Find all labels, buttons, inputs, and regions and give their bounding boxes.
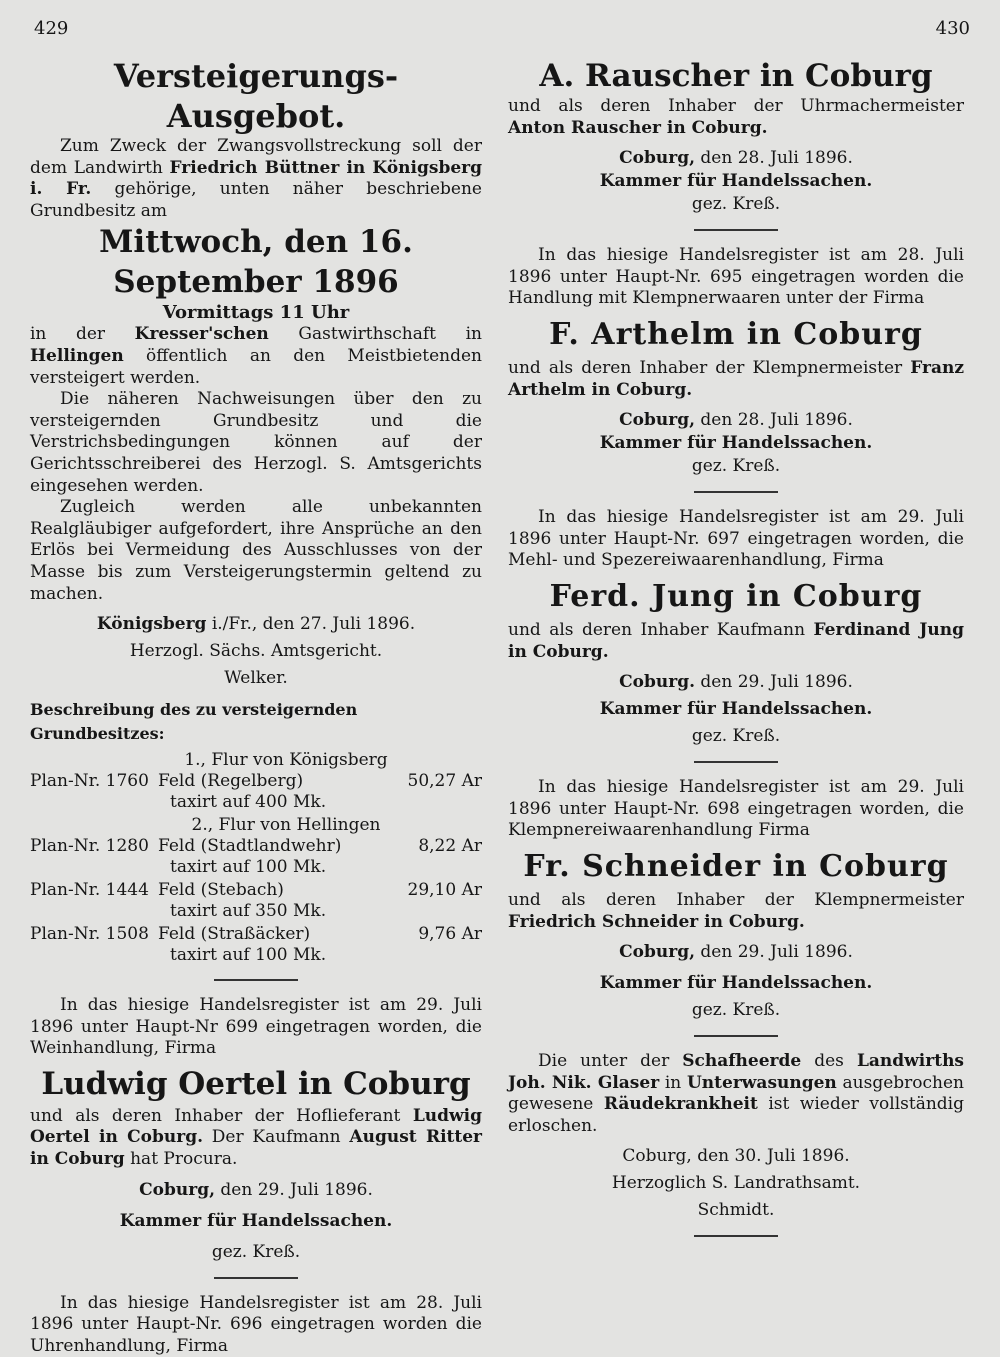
dateline-date: den 28. Juli 1896. (695, 148, 853, 169)
dateline-date: den 29. Juli 1896. (215, 1179, 373, 1200)
field-area: 29,10 Ar (407, 880, 482, 901)
debtor-name: Friedrich Büttner in Königsberg i. Fr. (30, 157, 482, 200)
procurist-name: August Ritter in Coburg (30, 1127, 483, 1170)
section-divider (694, 1035, 778, 1037)
plan-number: Plan-Nr. 1760 (30, 771, 149, 792)
property-row (30, 880, 482, 901)
owner-name: Friedrich Schneider in Coburg. (508, 911, 805, 932)
court-name: Herzogl. Sächs. Amtsgericht. (129, 641, 383, 662)
auction-date: Mittwoch, den 16. September 1896 (99, 224, 413, 301)
page-number-left: 429 (34, 18, 69, 39)
field-area: 8,22 Ar (418, 836, 482, 857)
property-row (30, 836, 482, 857)
owner-text: und als deren Inhaber der Hoflieferant (30, 1105, 413, 1126)
page-number-right: 430 (935, 18, 970, 39)
property-row (30, 924, 482, 945)
signature: gez. Kreß. (691, 194, 781, 215)
auction-dateline (30, 613, 482, 636)
auction-time: Vormittags 11 Uhr (162, 302, 350, 324)
village-name: Hellingen (30, 345, 124, 366)
owner-text: und als deren Inhaber der Uhrmachermeister (508, 96, 964, 116)
field-area: 50,27 Ar (407, 771, 482, 792)
field-area: 9,76 Ar (418, 924, 482, 945)
schneider-dateline (508, 941, 964, 964)
owner-name: Ferdinand Jung in Coburg. (508, 619, 964, 662)
notice-text: in (659, 1072, 687, 1093)
dateline-place: Coburg, (139, 1179, 216, 1200)
plan-number: Plan-Nr. 1280 (30, 836, 149, 857)
section-divider (214, 1277, 298, 1279)
section-divider (694, 491, 778, 493)
arthelm-firm-title: F. Arthelm in Coburg (549, 316, 923, 352)
chamber-name: Kammer für Handelssachen. (599, 973, 873, 994)
schneider-intro: In das hiesige Handelsregister ist am 29. Juli 1896 unter Haupt-Nr. 698 eingetragen worden, die Klempnereiwaarenhandlung Firma (508, 777, 964, 841)
chamber-name: Kammer für Handelssachen. (119, 1210, 393, 1231)
place-text-end: öffentlich an den Meistbietenden versteigert werden. (30, 345, 482, 388)
chamber-name: Kammer für Handelssachen. (599, 699, 873, 720)
auction-title: Versteigerungs-Ausgebot. (113, 57, 399, 135)
field-tax: taxirt auf 100 Mk. (170, 857, 327, 878)
property-row (30, 771, 482, 792)
jung-dateline (508, 671, 964, 694)
auction-intro (30, 136, 482, 222)
jung-firm-title: Ferd. Jung in Coburg (549, 578, 923, 614)
notice-dateline: Coburg, den 30. Juli 1896. (622, 1146, 850, 1167)
disease-notice (508, 1051, 964, 1137)
owner-name: Ludwig Oertel in Coburg. (30, 1105, 482, 1148)
flock-word: Schafheerde (682, 1051, 802, 1072)
owner-text-end: hat Procura. (124, 1149, 238, 1170)
farmer-name: Landwirths Joh. Nik. Glaser (508, 1051, 964, 1093)
dateline-place: Coburg, (619, 410, 696, 431)
intro-text: Zum Zweck der Zwangsvollstreckung soll der dem Landwirth (30, 136, 482, 178)
auction-place (30, 324, 482, 389)
oertel-firm-title: Ludwig Oertel in Coburg (41, 1065, 471, 1102)
owner-name: Anton Rauscher in Coburg. (508, 117, 768, 138)
place-text-mid: Gastwirthschaft in (268, 324, 483, 345)
oertel-dateline (30, 1179, 482, 1202)
field-name: Feld (Stebach) (158, 880, 284, 901)
signature: gez. Kreß. (691, 726, 781, 747)
section-divider (694, 761, 778, 763)
owner-text: und als deren Inhaber Kaufmann (508, 619, 814, 640)
oertel-owner (30, 1106, 482, 1171)
section-divider (214, 979, 298, 981)
dateline-date: den 28. Juli 1896. (695, 410, 853, 431)
signature: gez. Kreß. (691, 1000, 781, 1021)
dateline-date: den 29. Juli 1896. (695, 942, 853, 963)
intro-text-end: gehörige, unten näher beschriebene Grundbesitz am (30, 179, 482, 221)
dateline-place: Königsberg (96, 614, 207, 635)
field-tax: taxirt auf 100 Mk. (170, 945, 327, 966)
official-name: Schmidt. (697, 1200, 775, 1221)
owner-text: und als deren Inhaber der Klempnermeister (508, 357, 911, 378)
inn-name: Kresser'schen (134, 324, 269, 345)
notice-text: ausgebrochen gewesene (508, 1072, 964, 1115)
left-column (30, 56, 482, 1357)
schneider-firm-title: Fr. Schneider in Coburg (523, 848, 949, 884)
village-name: Unterwasungen (686, 1072, 837, 1093)
rauscher-owner (508, 96, 964, 139)
right-column (508, 56, 964, 1251)
clock-shop-intro: In das hiesige Handelsregister ist am 28. Juli 1896 unter Haupt-Nr. 696 eingetragen worden die Uhrenhandlung, Firma (30, 1292, 482, 1356)
dateline-place: Coburg, (619, 148, 696, 169)
disease-name: Räudekrankheit (603, 1094, 758, 1115)
rauscher-firm-title: A. Rauscher in Coburg (539, 58, 933, 94)
notice-text: Die unter der (538, 1051, 683, 1072)
flur-heading-1: 1., Flur von Königsberg (184, 750, 388, 771)
property-description-title: Beschreibung des zu versteigernden Grundbesitzes: (30, 700, 358, 744)
owner-name: Franz Arthelm in Coburg. (508, 357, 964, 400)
oertel-intro: In das hiesige Handelsregister ist am 29. Juli 1896 unter Haupt-Nr 699 eingetragen worden, die Weinhandlung, Firma (30, 995, 482, 1059)
field-name: Feld (Regelberg) (158, 771, 304, 792)
signature: gez. Kreß. (211, 1241, 301, 1262)
owner-text-mid: Der Kaufmann (203, 1127, 350, 1148)
jung-owner (508, 620, 964, 663)
plan-number: Plan-Nr. 1508 (30, 924, 149, 945)
chamber-name: Kammer für Handelssachen. (599, 433, 873, 454)
owner-text: und als deren Inhaber der Klempnermeister (508, 889, 964, 910)
field-name: Feld (Straßäcker) (158, 924, 311, 945)
jung-intro: In das hiesige Handelsregister ist am 29. Juli 1896 unter Haupt-Nr. 697 eingetragen worden, die Mehl- und Spezereiwaarenhandlung, Firma (508, 507, 964, 571)
dateline-date: den 29. Juli 1896. (695, 672, 853, 693)
auction-para-2: Die näheren Nachweisungen über den zu versteigernden Grundbesitz und die Verstrichsbedingungen können auf der Gerichtsschreiberei des Herzogl. S. Amtsgerichts eingesehen werden. (30, 389, 482, 496)
dateline-place: Coburg. (619, 672, 696, 693)
section-divider (694, 229, 778, 231)
flur-heading-2: 2., Flur von Hellingen (191, 815, 381, 836)
field-tax: taxirt auf 350 Mk. (170, 901, 327, 922)
plan-number: Plan-Nr. 1444 (30, 880, 149, 901)
field-name: Feld (Stadtlandwehr) (158, 836, 342, 857)
arthelm-dateline (508, 409, 964, 432)
dateline-place: Coburg, (619, 942, 696, 963)
signature: gez. Kreß. (691, 456, 781, 477)
district-office: Herzoglich S. Landrathsamt. (611, 1173, 861, 1194)
judge-name: Welker. (224, 668, 288, 689)
dateline-date: i./Fr., den 27. Juli 1896. (206, 614, 416, 635)
schneider-owner (508, 890, 964, 933)
arthelm-intro: In das hiesige Handelsregister ist am 28. Juli 1896 unter Haupt-Nr. 695 eingetragen worden die Handlung mit Klempnerwaaren unter der Firma (508, 245, 964, 309)
arthelm-owner (508, 358, 964, 401)
chamber-name: Kammer für Handelssachen. (599, 171, 873, 192)
place-text: in der (30, 324, 135, 345)
auction-para-3: Zugleich werden alle unbekannten Realgläubiger aufgefordert, ihre Ansprüche an den Erlös bei Vermeidung des Ausschlusses von der Masse bis zum Versteigerungstermin geltend zu machen. (30, 497, 482, 604)
rauscher-dateline (508, 147, 964, 170)
field-tax: taxirt auf 400 Mk. (170, 792, 327, 813)
section-divider (694, 1235, 778, 1237)
notice-text: des (801, 1051, 857, 1072)
notice-text-end: ist wieder vollständig erloschen. (508, 1094, 964, 1136)
